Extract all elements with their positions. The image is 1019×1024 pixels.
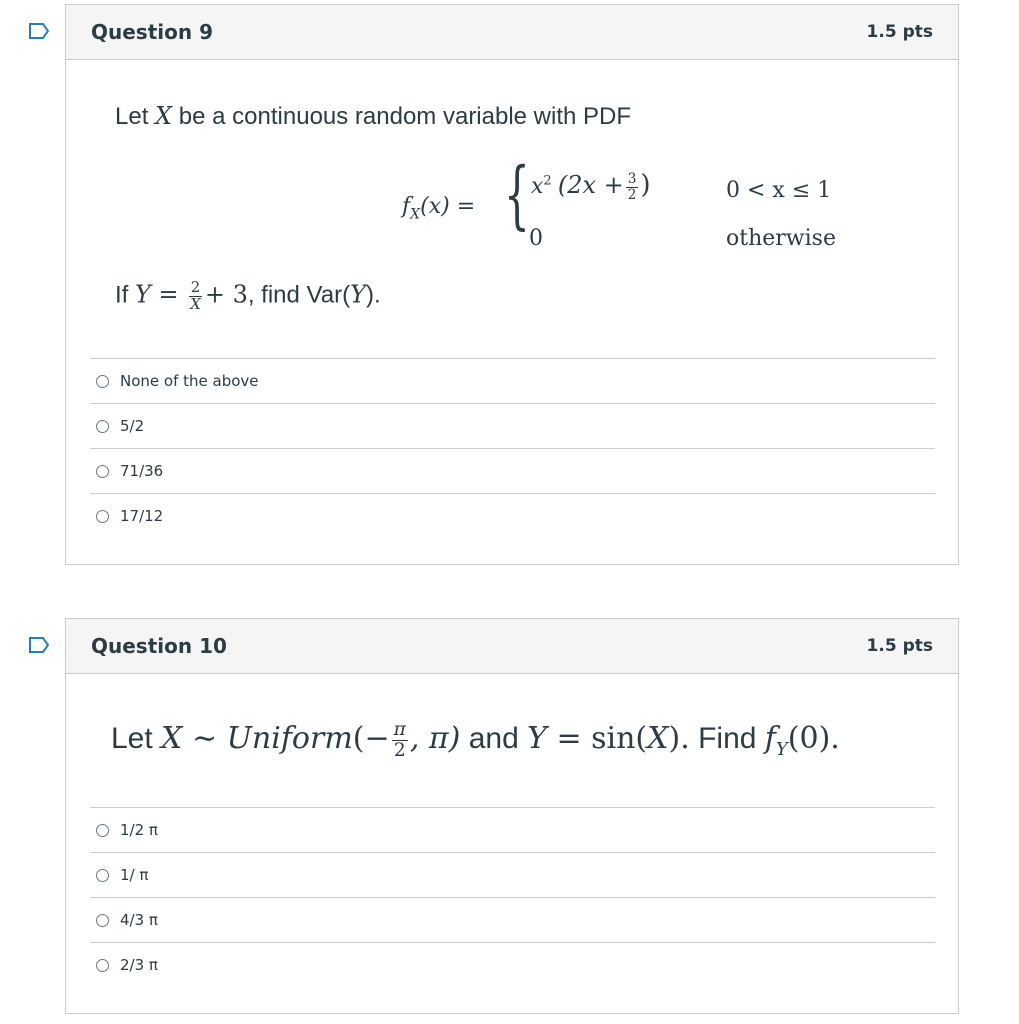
stem-text: If	[115, 281, 136, 309]
flag-icon	[28, 636, 50, 654]
question-9-card	[65, 4, 959, 565]
answer-option[interactable]	[90, 448, 935, 493]
stem-tilde: ∼	[182, 720, 227, 756]
math-paren: )	[640, 170, 651, 200]
frac-num: π	[393, 719, 406, 740]
frac-den: 2	[627, 186, 637, 203]
stem-var: Y	[527, 720, 547, 756]
answer-option[interactable]	[90, 403, 935, 448]
question-9-prompt	[115, 280, 381, 312]
answer-list	[90, 807, 935, 987]
case-2-expression: 0	[529, 226, 543, 251]
stem-pi: , π)	[409, 720, 461, 756]
answer-option[interactable]	[90, 942, 935, 987]
question-10-body	[66, 674, 958, 1014]
math-x: x	[531, 174, 544, 199]
stem-eq: =	[150, 280, 187, 309]
stem-sin: = sin(	[546, 720, 648, 756]
question-title: Question 9	[91, 20, 213, 44]
answer-option[interactable]	[90, 493, 935, 538]
question-9-intro	[115, 102, 631, 131]
math-f: f	[402, 194, 411, 219]
radio-button[interactable]	[96, 420, 109, 433]
pdf-lhs	[402, 193, 475, 222]
answer-list	[90, 358, 935, 538]
flag-question-10-button[interactable]	[28, 636, 50, 654]
math-arg: (0).	[787, 720, 840, 756]
stem-plus: + 3	[204, 280, 248, 309]
math-exp: 2	[543, 173, 552, 189]
stem-text: and	[460, 721, 528, 755]
case-2-condition: otherwise	[726, 226, 836, 251]
question-points: 1.5 pts	[866, 22, 933, 42]
radio-button[interactable]	[96, 869, 109, 882]
stem-text: ).	[365, 281, 381, 309]
answer-label: 2/3 π	[120, 956, 158, 974]
math-frac	[392, 720, 408, 760]
question-title: Question 10	[91, 634, 227, 658]
question-10-header	[66, 619, 958, 674]
answer-option[interactable]	[90, 358, 935, 403]
flag-question-9-button[interactable]	[28, 22, 50, 40]
frac-den: 2	[393, 739, 406, 761]
math-arg: (x) =	[420, 194, 476, 219]
radio-button[interactable]	[96, 959, 109, 972]
stem-paren: (−	[352, 720, 390, 756]
frac-num: 3	[627, 171, 637, 188]
stem-uniform: Uniform	[226, 720, 353, 756]
math-frac	[626, 172, 639, 202]
radio-button[interactable]	[96, 914, 109, 927]
stem-var: X	[647, 720, 669, 756]
math-sub: X	[410, 206, 421, 223]
flag-icon	[28, 22, 50, 40]
question-10-card	[65, 618, 959, 1014]
answer-label: None of the above	[120, 372, 259, 390]
radio-button[interactable]	[96, 510, 109, 523]
answer-option[interactable]	[90, 897, 935, 942]
stem-text: , find Var(	[247, 281, 351, 309]
answer-option[interactable]	[90, 852, 935, 897]
stem-text: Let	[115, 103, 156, 130]
stem-paren: ).	[668, 720, 690, 756]
answer-option[interactable]	[90, 807, 935, 852]
frac-num: 2	[190, 278, 201, 296]
frac-den: X	[190, 294, 201, 313]
stem-var: X	[161, 720, 183, 756]
stem-text: Find	[689, 721, 765, 755]
answer-label: 71/36	[120, 462, 164, 480]
answer-label: 17/12	[120, 507, 164, 525]
stem-var: Y	[350, 280, 366, 309]
stem-text: be a continuous random variable with PDF	[172, 103, 632, 130]
radio-button[interactable]	[96, 465, 109, 478]
question-9-header	[66, 5, 958, 60]
math-frac	[188, 280, 203, 312]
answer-label: 1/2 π	[120, 821, 158, 839]
case-1-condition: 0 < x ≤ 1	[726, 178, 832, 203]
question-points: 1.5 pts	[866, 636, 933, 656]
question-9-body	[66, 60, 958, 565]
math-f: f	[764, 720, 776, 756]
stem-text: Let	[111, 721, 162, 755]
math-sub: Y	[775, 738, 788, 760]
radio-button[interactable]	[96, 824, 109, 837]
answer-label: 4/3 π	[120, 911, 158, 929]
case-1-expression	[531, 170, 651, 202]
math-paren: (2x +	[557, 171, 624, 199]
brace-symbol: {	[504, 152, 530, 238]
stem-var: X	[155, 102, 173, 130]
answer-label: 5/2	[120, 417, 145, 435]
question-10-prompt	[111, 720, 840, 760]
radio-button[interactable]	[96, 375, 109, 388]
answer-label: 1/ π	[120, 866, 149, 884]
stem-var: Y	[135, 280, 151, 309]
